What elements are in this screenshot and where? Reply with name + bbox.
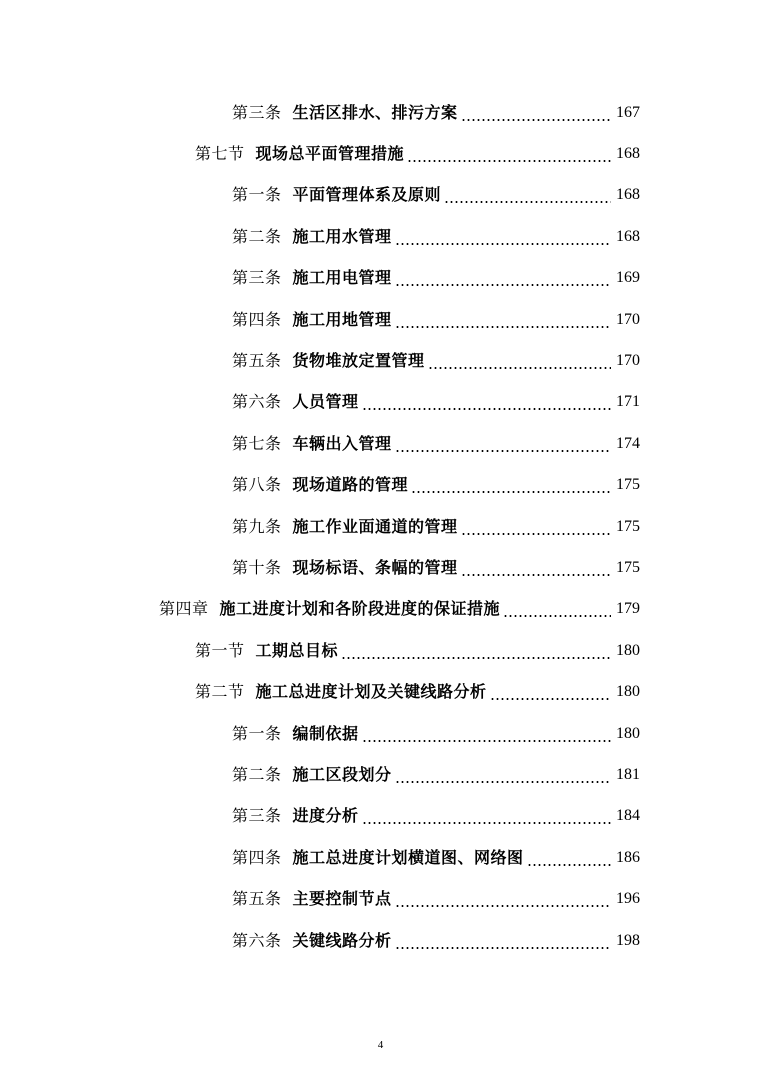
toc-dot-leader [395, 434, 611, 454]
toc-entry[interactable] [195, 630, 640, 671]
toc-entry-number: 第二条 [232, 226, 282, 246]
toc-dot-leader [395, 310, 611, 330]
toc-entry-title: 主要控制节点 [292, 889, 392, 909]
toc-entry[interactable] [232, 258, 640, 299]
toc-entry-number: 第一条 [232, 185, 282, 205]
toc-dot-leader [395, 268, 611, 288]
toc-entry[interactable] [232, 796, 640, 837]
toc-dot-leader [490, 682, 611, 702]
toc-entry-page: 168 [616, 227, 640, 245]
toc-entry-page: 186 [616, 848, 640, 866]
toc-entry-number: 第八条 [232, 475, 282, 495]
toc-dot-leader [527, 848, 611, 868]
toc-entry-page: 180 [616, 724, 640, 742]
toc-dot-leader [395, 889, 611, 909]
toc-entry-number: 第七节 [195, 144, 245, 164]
toc-entry-page: 168 [616, 186, 640, 204]
toc-entry[interactable] [232, 216, 640, 257]
toc-entry-title: 关键线路分析 [292, 930, 392, 950]
toc-dot-leader [362, 392, 611, 412]
toc-entry-page: 175 [616, 517, 640, 535]
toc-entry[interactable] [232, 299, 640, 340]
toc-dot-leader [407, 144, 611, 164]
table-of-contents [0, 92, 761, 961]
page-number: 4 [377, 1039, 384, 1051]
toc-entry-title: 货物堆放定置管理 [292, 351, 425, 371]
toc-entry-number: 第四章 [159, 599, 209, 619]
toc-dot-leader [395, 227, 611, 247]
toc-dot-leader [503, 599, 611, 619]
toc-entry-title: 生活区排水、排污方案 [292, 102, 458, 122]
toc-entry-title: 人员管理 [292, 392, 359, 412]
toc-entry-page: 181 [616, 765, 640, 783]
toc-dot-leader [428, 351, 611, 371]
toc-entry-page: 175 [616, 476, 640, 494]
toc-entry-title: 施工区段划分 [292, 764, 392, 784]
toc-entry[interactable] [232, 175, 640, 216]
toc-entry[interactable] [232, 382, 640, 423]
toc-entry[interactable] [232, 340, 640, 381]
toc-dot-leader [395, 765, 611, 785]
toc-entry-title: 平面管理体系及原则 [292, 185, 442, 205]
toc-entry-page: 180 [616, 683, 640, 701]
toc-entry-number: 第一节 [195, 640, 245, 660]
toc-rows [0, 92, 640, 961]
toc-entry-number: 第一条 [232, 723, 282, 743]
toc-entry-title: 施工用电管理 [292, 268, 392, 288]
toc-entry-page: 170 [616, 310, 640, 328]
toc-entry[interactable] [232, 920, 640, 961]
toc-dot-leader [362, 724, 611, 744]
toc-entry-number: 第四条 [232, 309, 282, 329]
toc-entry-title: 施工用水管理 [292, 226, 392, 246]
toc-entry-page: 179 [616, 600, 640, 618]
toc-entry-page: 167 [616, 103, 640, 121]
toc-entry[interactable] [232, 465, 640, 506]
toc-dot-leader [461, 103, 611, 123]
toc-entry[interactable] [232, 837, 640, 878]
toc-entry-number: 第七条 [232, 433, 282, 453]
toc-entry[interactable] [195, 133, 640, 174]
toc-entry-page: 198 [616, 931, 640, 949]
toc-entry[interactable] [232, 754, 640, 795]
toc-entry-number: 第四条 [232, 847, 282, 867]
toc-dot-leader [341, 641, 611, 661]
toc-entry-title: 施工作业面通道的管理 [292, 516, 458, 536]
toc-dot-leader [444, 185, 611, 205]
toc-entry[interactable] [232, 506, 640, 547]
toc-entry-number: 第十条 [232, 557, 282, 577]
toc-entry-page: 196 [616, 890, 640, 908]
toc-entry-title: 工期总目标 [255, 640, 339, 660]
toc-entry-title: 现场总平面管理措施 [255, 144, 405, 164]
toc-entry-number: 第五条 [232, 351, 282, 371]
toc-entry-number: 第二节 [195, 682, 245, 702]
toc-entry[interactable] [159, 589, 640, 630]
toc-entry-title: 施工总进度计划及关键线路分析 [255, 682, 487, 702]
toc-entry-page: 170 [616, 352, 640, 370]
toc-entry-title: 现场道路的管理 [292, 475, 409, 495]
toc-entry-page: 180 [616, 641, 640, 659]
toc-entry-page: 175 [616, 558, 640, 576]
toc-dot-leader [395, 931, 611, 951]
toc-entry-number: 第三条 [232, 268, 282, 288]
toc-entry-number: 第二条 [232, 764, 282, 784]
toc-entry-page: 174 [616, 434, 640, 452]
toc-entry-number: 第三条 [232, 102, 282, 122]
toc-entry-number: 第九条 [232, 516, 282, 536]
toc-dot-leader [461, 517, 611, 537]
toc-entry[interactable] [232, 878, 640, 919]
toc-entry-title: 施工用地管理 [292, 309, 392, 329]
toc-dot-leader [362, 806, 611, 826]
toc-entry-number: 第三条 [232, 806, 282, 826]
toc-entry-title: 施工进度计划和各阶段进度的保证措施 [219, 599, 501, 619]
toc-entry[interactable] [232, 547, 640, 588]
toc-entry-number: 第六条 [232, 392, 282, 412]
toc-entry[interactable] [232, 713, 640, 754]
toc-entry[interactable] [232, 423, 640, 464]
toc-entry-page: 171 [616, 393, 640, 411]
toc-entry-title: 进度分析 [292, 806, 359, 826]
toc-entry[interactable] [195, 671, 640, 712]
toc-entry-page: 169 [616, 269, 640, 287]
toc-entry-page: 168 [616, 145, 640, 163]
toc-entry-title: 施工总进度计划横道图、网络图 [292, 847, 524, 867]
toc-entry-number: 第六条 [232, 930, 282, 950]
toc-entry-page: 184 [616, 807, 640, 825]
toc-entry-title: 编制依据 [292, 723, 359, 743]
toc-entry[interactable] [232, 92, 640, 133]
toc-dot-leader [461, 558, 611, 578]
toc-dot-leader [411, 475, 611, 495]
toc-entry-number: 第五条 [232, 889, 282, 909]
toc-entry-title: 车辆出入管理 [292, 433, 392, 453]
toc-entry-title: 现场标语、条幅的管理 [292, 557, 458, 577]
